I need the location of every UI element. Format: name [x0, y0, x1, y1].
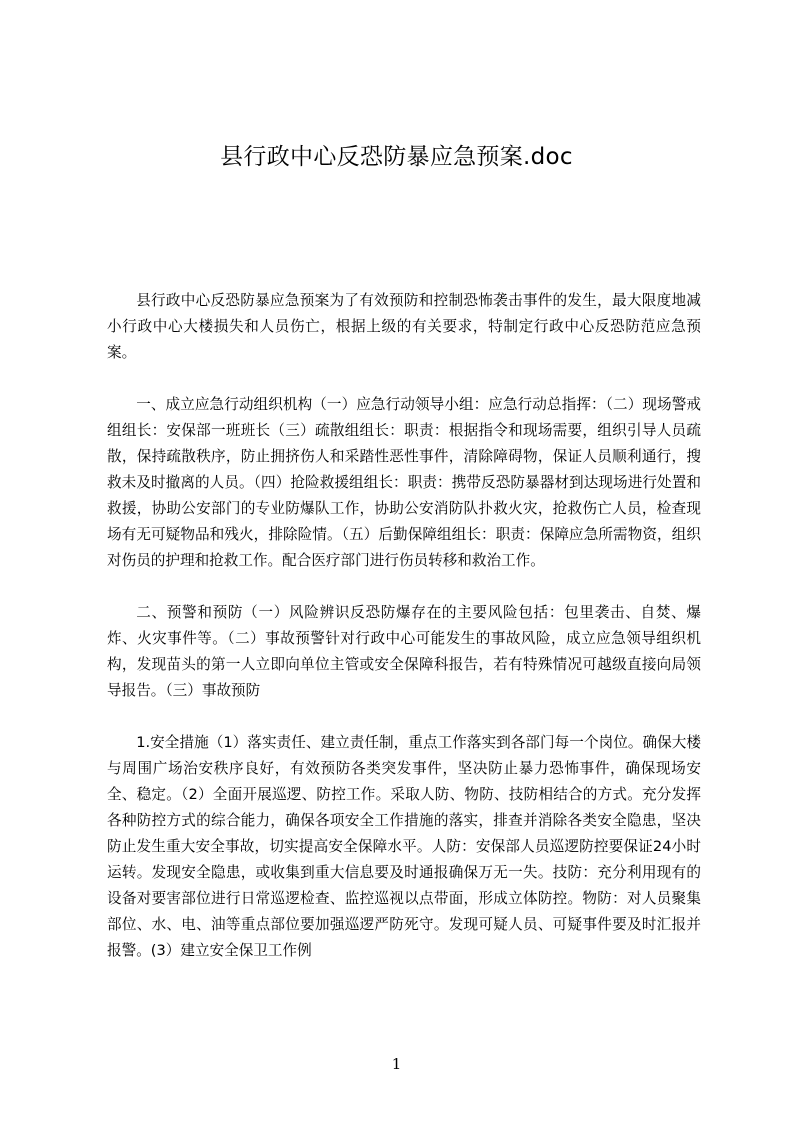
organization-paragraph: 一、成立应急行动组织机构（一）应急行动领导小组：应急行动总指挥：（二）现场警戒组组长：安保部一班班长（三）疏散组组长：职责：根据指令和现场需要，组织引导人员疏散，保持疏散秩序，防止拥挤伤人和采踏性恶性事件，清除障碍物，保证人员顺利通行，搜救未及时撤离的人员。（四）抢险救援组组长：职责：携带反恐防暴器材到达现场进行处置和救援，协助公安部门的专业防爆队工作，协助公安消防队扑救火灾，抢救伤亡人员，检查现场有无可疑物品和残火，排除险情。（五）后勤保障组组长：职责：保障应急所需物资，组织对伤员的护理和抢救工作。配合医疗部门进行伤员转移和救治工作。: [107, 396, 701, 569]
document-title: 县行政中心反恐防暴应急预案.doc: [220, 144, 573, 170]
warning-prevention-paragraph: 二、预警和预防（一）风险辨识反恐防爆存在的主要风险包括：包里袭击、自焚、爆炸、火灾事件等。（二）事故预警针对行政中心可能发生的事故风险，成立应急领导组织机构，发现苗头的第一人立即向单位主管或安全保障科报告，若有特殊情况可越级直接向局领导报告。（三）事故预防: [107, 604, 701, 699]
page-number: 1: [391, 1055, 402, 1073]
document-body: [107, 288, 701, 990]
intro-paragraph: 县行政中心反恐防暴应急预案为了有效预防和控制恐怖袭击事件的发生，最大限度地减小行政中心大楼损失和人员伤亡，根据上级的有关要求，特制定行政中心反恐防范应急预案。: [107, 292, 701, 361]
safety-measures-paragraph: 1.安全措施（1）落实责任、建立责任制，重点工作落实到各部门每一个岗位。确保大楼与周围广场治安秩序良好，有效预防各类突发事件，坚决防止暴力恐怖事件，确保现场安全、稳定。（2）全面开展巡逻、防控工作。采取人防、物防、技防相结合的方式。充分发挥各种防控方式的综合能力，确保各项安全工作措施的落实，排查并消除各类安全隐患，坚决防止发生重大安全事故，切实提高安全保障水平。人防：安保部人员巡逻防控要保证24小时运转。发现安全隐患，或收集到重大信息要及时通报确保万无一失。技防：充分利用现有的设备对要害部位进行日常巡逻检查、监控巡视以点带面，形成立体防控。物防：对人员聚集部位、水、电、油等重点部位要加强巡逻严防死守。发现可疑人员、可疑事件要及时汇报并报警。(3）建立安全保卫工作例: [107, 734, 701, 959]
